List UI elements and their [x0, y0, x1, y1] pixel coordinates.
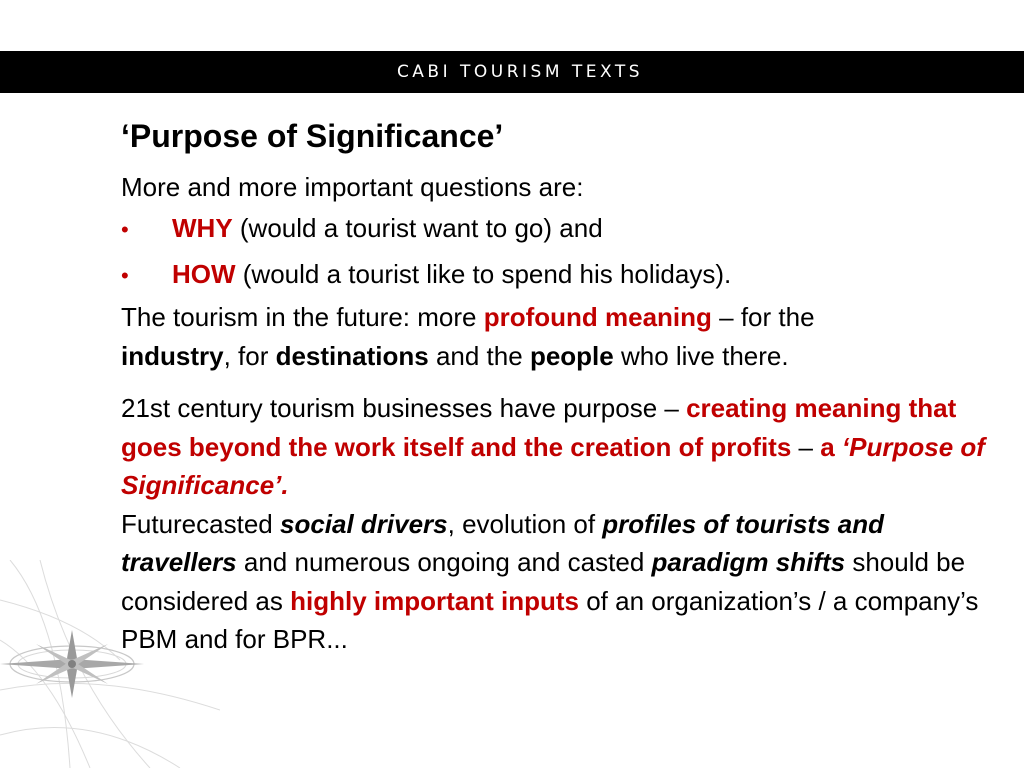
future-text-4: and the [428, 340, 530, 371]
significance-text-6: should be considered as [121, 547, 966, 616]
intro-text: More and more important questions are: [121, 172, 584, 202]
industry-emphasis: industry [121, 340, 224, 371]
people-emphasis: people [529, 340, 614, 371]
purpose-article: a [820, 431, 842, 462]
future-text-2: – for the [711, 302, 815, 332]
significance-text-4: , evolution of [447, 508, 603, 539]
future-text-5: who live there. [613, 340, 789, 371]
future-text-3: , for [223, 340, 276, 371]
page-title: ‘Purpose of Significance’ [121, 118, 504, 154]
destinations-emphasis: destinations [275, 340, 429, 371]
important-inputs-highlight: highly important inputs [290, 585, 579, 616]
bullet-how [121, 252, 1001, 298]
significance-text-3: Futurecasted [121, 508, 280, 539]
bullet-why [121, 206, 1001, 252]
significance-text-2: – [791, 431, 821, 462]
profound-meaning-highlight: profound meaning [483, 302, 712, 332]
future-paragraph [121, 298, 971, 375]
significance-text-1: 21st century tourism businesses have purpose – [121, 393, 687, 423]
bullet-marker: • [121, 263, 129, 288]
bullet-keyword-why: WHY [172, 213, 233, 243]
slide-content [121, 114, 1001, 659]
brand-title: CABI TOURISM TEXTS [396, 62, 644, 82]
significance-text-5: and numerous ongoing and casted [236, 547, 652, 577]
paradigm-shifts-emphasis: paradigm shifts [651, 547, 846, 577]
purpose-of-significance-highlight: ‘Purpose of Significance’. [121, 431, 985, 500]
bullet-marker: • [121, 217, 129, 242]
significance-text-7: of an organization’s / a company’s PBM and for BPR... [121, 585, 979, 654]
bullet-text-why: (would a tourist want to go) and [232, 213, 603, 243]
bullet-keyword-how: HOW [172, 259, 236, 289]
significance-paragraph [121, 389, 991, 659]
future-text-1: The tourism in the future: more [121, 302, 484, 332]
bullet-text-how: (would a tourist like to spend his holidays). [235, 259, 732, 289]
social-drivers-emphasis: social drivers [279, 508, 448, 539]
profiles-emphasis: profiles of tourists and travellers [121, 508, 884, 577]
creating-meaning-highlight: creating meaning that goes beyond the work itself and the creation of profits [121, 393, 957, 462]
header-bar [0, 51, 1024, 93]
